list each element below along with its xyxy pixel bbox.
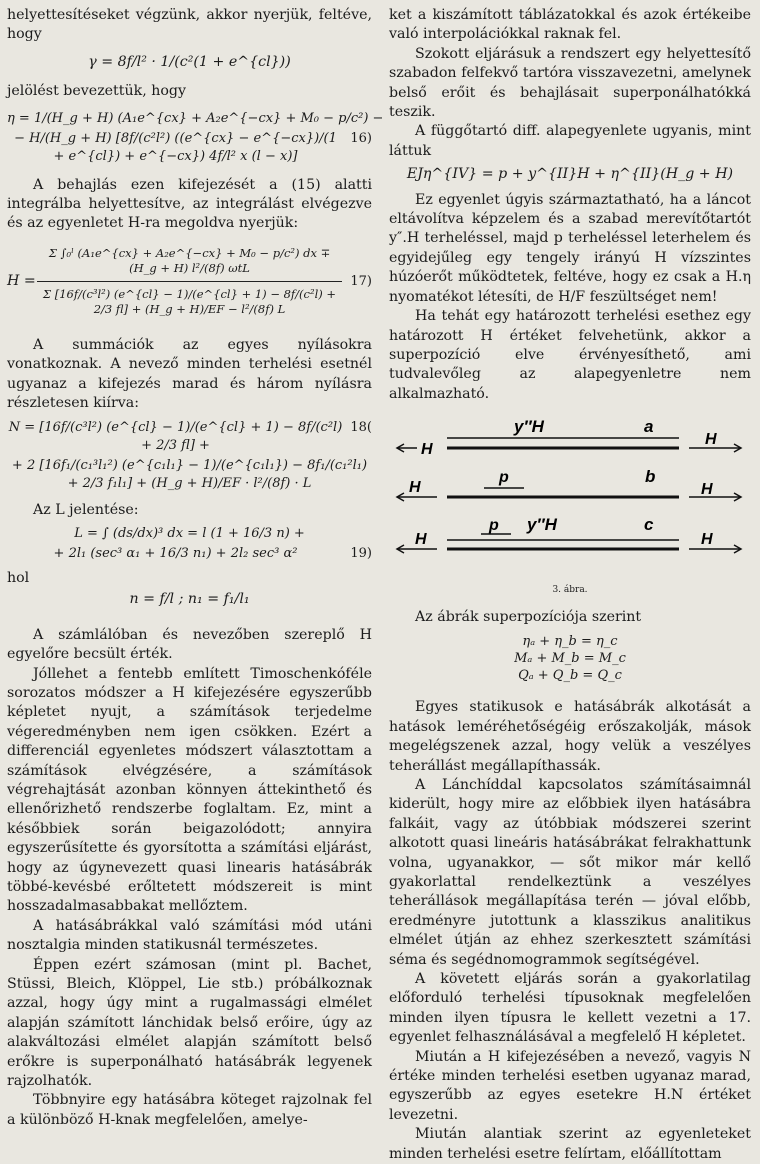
case-label-a: a bbox=[644, 417, 654, 437]
paragraph: Ha tehát egy határozott terhelési esethez egy határozott H értéket felvehetünk, akkor a superpozíció elve érvényesíthető, ami tudvalevőleg az alapegyenletre nem alkalmazható. bbox=[389, 308, 751, 402]
load-label-p: p bbox=[489, 517, 499, 535]
load-label-p: p bbox=[499, 469, 509, 487]
paragraph: Egyes statikusok e hatásábrák alkotását a hatások leméréhetőségéig erőszakolják, mások megelégszenek azzal, hogy velük a veszélyes teherállást megállapíthassák. bbox=[389, 699, 751, 774]
figure-3 bbox=[389, 412, 751, 600]
case-b bbox=[397, 467, 741, 501]
paragraph: Miután a H kifejezésében a nevező, vagyis N értéke minden terhelési esetben ugyanaz marad, egyszerűbb az egyes esetekre H.N értéket levezetni. bbox=[389, 1048, 751, 1123]
superposition-eq-3: Qₐ + Q_b = Q_c bbox=[518, 668, 622, 684]
paragraph: Miután alantiak szerint az egyenleteket minden terhelési esetre felírtam, előállítottam bbox=[389, 1126, 751, 1162]
equation-number: 16) bbox=[350, 130, 372, 146]
paragraph: Éppen ezért számosan (mint pl. Bachet, Stüssi, Bleich, Klöppel, Lie stb.) próbálkoznak azzal, hogy úgy mint a rugalmassági elmélet alapján számított lánchidak belső erőire, úgy az alakváltozási elmélet alapján számított belső erőkre is superponálható hatásábrák legyenek rajzolhatók. bbox=[7, 956, 372, 1090]
equation-17 bbox=[7, 244, 372, 324]
load-label-yH: y″H bbox=[527, 515, 557, 535]
superposition-eq-1: ηₐ + η_b = η_c bbox=[522, 634, 618, 650]
paragraph: A Lánchíddal kapcsolatos számításaimnál kiderült, hogy mire az előbbiek ilyen hatásábra falkáit, vagy az útóbbiak módszerei szerint alkotott quasi lineáris hatásábrákat felrakhattunk volna, ugyanakkor, — sőt mikor már kellő gyakorlattal rendelkeztünk a veszélyes teherállások megállapítása terén — jóval előbb, eredményre jutottunk a klasszikus analitikus elmélet útján az ehhez szerkesztett számítási séma és segédnomogrammok segítségével. bbox=[389, 776, 751, 968]
equation-17-lhs: H = bbox=[7, 272, 36, 289]
left-column bbox=[7, 6, 384, 1130]
equation-16-line-2-wrap bbox=[7, 130, 372, 166]
force-label-H: H bbox=[701, 481, 713, 499]
equation-base: EJη^{IV} = p + y^{II}H + η^{II}(H_g + H) bbox=[406, 166, 734, 183]
right-column bbox=[389, 6, 751, 1164]
equation-17-denominator: Σ [16f/(c³l²) (e^{cl} − 1)/(e^{cl} + 1) − 8f/(c²l) + 2/3 fl] + (H_g + H)/EF − l²/(8f) L bbox=[42, 286, 337, 316]
figure-caption: 3. ábra. bbox=[552, 584, 588, 595]
paragraph: ket a kiszámított táblázatokkal és azok értékeibe való interpolációkkal raknak fel. bbox=[389, 7, 751, 43]
force-label-H: H bbox=[701, 531, 713, 549]
equation-17-numerator: Σ ∫₀ˡ (A₁e^{cx} + A₂e^{−cx} + M₀ − p/c²) dx ∓ (H_g + H) l²/(8f) ωtL bbox=[48, 245, 331, 275]
equation-number: 18( bbox=[350, 420, 372, 436]
equation-16-line-1: η = 1/(H_g + H) (A₁e^{cx} + A₂e^{−cx} + M₀ − p/c²) − bbox=[7, 110, 384, 126]
paragraph: A hatásábrákkal való számítási mód utáni nosztalgia minden statikusnál természetes. bbox=[7, 917, 372, 954]
equation-19-line-2: + 2l₁ (sec³ α₁ + 16/3 n₁) + 2l₂ sec³ α² bbox=[53, 545, 298, 561]
equation-gamma: γ = 8f/l² · 1/(c²(1 + e^{cl})) bbox=[88, 53, 291, 70]
equation-number: 17) bbox=[350, 273, 372, 289]
equation-n: n = f/l ; n₁ = f₁/l₁ bbox=[129, 591, 250, 608]
equation-19-line-2-wrap bbox=[7, 545, 372, 563]
paragraph: Az L jelentése: bbox=[33, 502, 139, 519]
paragraph: hol bbox=[7, 569, 30, 586]
equation-number: 19) bbox=[350, 545, 372, 561]
fraction-bar bbox=[37, 281, 342, 282]
case-a bbox=[397, 417, 741, 458]
paragraph: helyettesítéseket végzünk, akkor nyerjük, feltéve, hogy bbox=[7, 7, 372, 43]
case-label-c: c bbox=[644, 515, 654, 535]
paragraph: Többnyire egy hatásábra köteget rajzolnak fel a különböző H-knak megfelelően, amelye- bbox=[7, 1092, 372, 1128]
paragraph: A summációk az egyes nyílásokra vonatkoznak. A nevező minden terhelési esetnél ugyanaz a kifejezés marad és három nyílásra részletesen kiírva: bbox=[7, 336, 372, 412]
equation-18-line-1-wrap bbox=[7, 419, 372, 455]
paragraph: Ez egyenlet úgyis származtatható, ha a láncot eltávolítva képzelem és a szabad merevítőtartót y″.H terheléssel, majd p terheléssel leterhelem és egyidejűleg egy tengely irányú H vízszintes húzóerőt működtetek, feltéve, hogy ez csak a H.η nyomatékot létesíti, de H/F feszültséget nem! bbox=[389, 191, 751, 305]
paragraph: A számlálóban és nevezőben szereplő H egyelőre becsült érték. bbox=[7, 626, 372, 663]
equation-18-line-2: + 2 [16f₁/(c₁³l₁²) (e^{c₁l₁} − 1)/(e^{c₁l₁}) − 8f₁/(c₁²l₁) + 2/3 f₁l₁] + (H_g + H)/EF · l²/(8f) · L bbox=[11, 458, 368, 492]
paragraph: Szokott eljárásuk a rendszert egy helyettesítő szabadon felfekvő tartóra visszavezetni, amelynek belső erőit és behajlásait superponálhatókká teszik. bbox=[389, 45, 751, 121]
force-label-H: H bbox=[421, 441, 433, 459]
case-c bbox=[397, 515, 741, 553]
paragraph: A függőtartó diff. alapegyenlete ugyanis, mint láttuk bbox=[389, 123, 751, 159]
load-label-yH: y″H bbox=[514, 417, 544, 437]
force-label-H: H bbox=[705, 431, 717, 449]
equation-16-line-2: − H/(H_g + H) [8f/(c²l²) ((e^{cx} − e^{−cx})/(1 + e^{cl}) + e^{−cx}) 4f/l² x (l − x)] bbox=[14, 130, 337, 164]
equation-19-line-1: L = ∫ (ds/dx)³ dx = l (1 + 16/3 n) + bbox=[74, 525, 305, 541]
paragraph: Jóllehet a fentebb említett Timoschenkóféle sorozatos módszer a H kifejezésére egyszerűbb képletet nyujt, a számítások terjedelme végeredményben nem igen csökken. Ezért a differenciál egyenletes módszert választottam a számítások elvégzésére, a számítások végrehajtását azonban könnyen áttekinthető és ellenőrizhető rendszerbe foglaltam. Ez, mint a későbbiek során beigazolódott; annyira egyszerűsítette és gyorsította a számítási eljárást, hogy az úgynevezett quasi linearis hatásábrák többé-kevésbé erőltetett módszereit is mint hosszadalmasabbakat mellőztem. bbox=[7, 665, 372, 915]
paragraph: A behajlás ezen kifejezését a (15) alatti integrálba helyettesítve, az integrálást elvégezve és az egyenletet H-ra megoldva nyerjük: bbox=[7, 176, 372, 232]
paragraph: A követett eljárás során a gyakorlatilag előforduló terhelési típusoknak megfelelően minden ilyen típusra le kellett vezetni a 17. egyenlet felhasználásával a megfelelő H képletet. bbox=[389, 971, 751, 1046]
paragraph: Az ábrák superpozíciója szerint bbox=[415, 608, 642, 625]
figure-3-diagram bbox=[389, 412, 751, 572]
equation-18-line-1: N = [16f/(c³l²) (e^{cl} − 1)/(e^{cl} + 1) − 8f/(c²l) + 2/3 fl] + bbox=[8, 420, 343, 454]
case-label-b: b bbox=[645, 467, 656, 487]
superposition-eq-2: Mₐ + M_b = M_c bbox=[514, 651, 626, 667]
force-label-H: H bbox=[409, 479, 421, 497]
paragraph: jelölést bevezettük, hogy bbox=[7, 83, 186, 100]
force-label-H: H bbox=[415, 531, 427, 549]
